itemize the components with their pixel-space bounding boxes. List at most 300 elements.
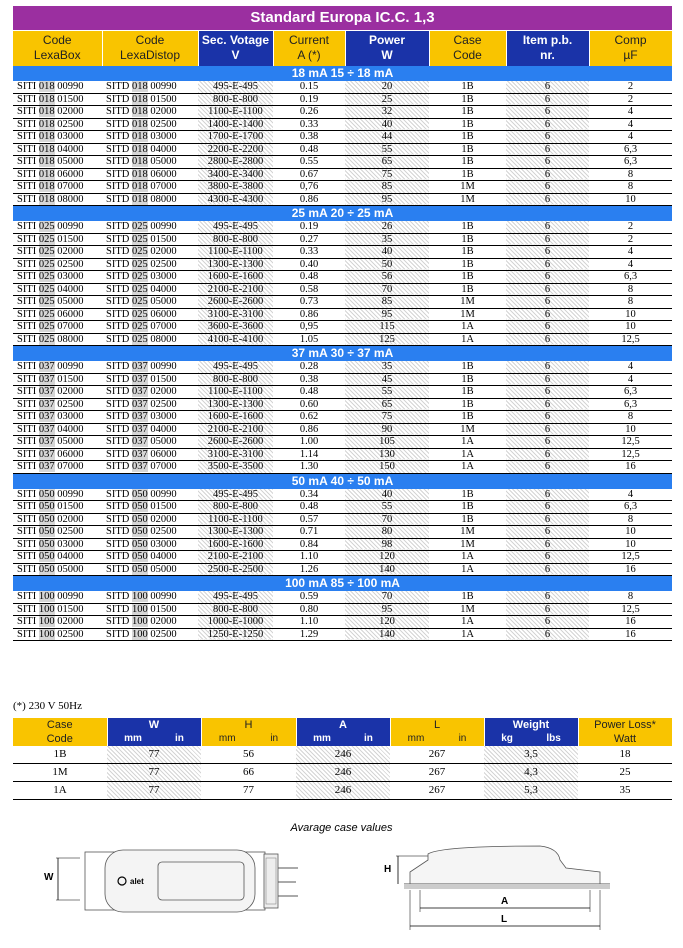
item-pb-cell: 6 [506,181,589,194]
code-prefix: SITD [106,513,130,525]
code-lexadistop [102,106,198,119]
current-cell: 0.33 [273,118,345,131]
case-code-cell: 1M [429,526,506,539]
comp-cell: 8 [589,181,672,194]
code-prefix: SITI [17,423,37,435]
code-suffix: 04000 [57,551,84,562]
code-lexabox [13,489,102,501]
current-cell: 0.48 [273,271,345,284]
item-pb-cell: 6 [506,271,589,284]
current-cell: 0.15 [273,81,345,93]
current-cell: 0,76 [273,181,345,194]
code-suffix: 02000 [150,386,177,397]
comp-cell: 4 [589,246,672,259]
sec-voltage-cell: 1400-E-1400 [198,118,273,131]
code-lexadistop [102,321,198,334]
code-lexabox [13,156,102,169]
code-prefix: SITI [17,373,37,385]
item-pb-cell: 6 [506,156,589,169]
sec-voltage-cell: 1600-E-1600 [198,538,273,551]
power-cell: 150 [345,461,429,474]
item-pb-cell: 6 [506,373,589,386]
table-row [13,489,672,501]
comp-cell: 10 [589,538,672,551]
item-pb-cell: 6 [506,193,589,206]
table-row [13,118,672,131]
code-lexabox [13,448,102,461]
case-header-title: L [433,719,441,731]
current-cell: 1.05 [273,333,345,346]
case-code-cell: 1M [429,296,506,309]
comp-cell: 2 [589,93,672,106]
sec-voltage-cell: 1100-E-1100 [198,513,273,526]
code-current: 025 [38,271,55,282]
power-cell: 25 [345,93,429,106]
code-suffix: 08000 [57,193,84,205]
case-code-cell: 1M [429,538,506,551]
comp-cell: 16 [589,461,672,474]
sec-voltage-cell: 2800-E-2800 [198,156,273,169]
case-code-cell: 1A [429,436,506,449]
code-prefix: SITI [17,551,37,562]
code-lexabox [13,501,102,514]
power-cell: 55 [345,386,429,399]
power-cell: 98 [345,538,429,551]
code-lexabox [13,361,102,373]
comp-cell: 6,3 [589,501,672,514]
power-cell: 26 [345,221,429,233]
comp-cell: 8 [589,168,672,181]
code-prefix: SITI [17,246,37,257]
unit-imperial: in [175,733,184,744]
code-suffix: 06000 [57,168,84,180]
code-suffix: 07000 [57,321,84,332]
code-suffix: 04000 [57,423,84,435]
sec-voltage-cell: 2600-E-2600 [198,436,273,449]
case-code-cell: 1B [429,106,506,119]
comp-cell: 12,5 [589,603,672,616]
code-suffix: 02500 [57,526,84,537]
sec-voltage-cell: 3600-E-3600 [198,321,273,334]
code-suffix: 01500 [57,603,84,615]
code-prefix: SITI [17,118,37,130]
current-cell: 0.38 [273,131,345,144]
table-row [13,296,672,309]
table-row [13,221,672,233]
code-lexadistop [102,563,198,576]
case-code-cell: 1A [429,563,506,576]
power-cell: 50 [345,258,429,271]
code-prefix: SITI [17,538,37,550]
table-row [13,333,672,346]
case-header-title: Weight [512,719,550,731]
sec-voltage-cell: 495-E-495 [198,591,273,603]
comp-cell: 4 [589,258,672,271]
table-row [13,603,672,616]
unit-metric: mm [407,733,425,744]
comp-cell: 16 [589,616,672,629]
code-suffix: 03000 [57,411,84,422]
code-lexadistop [102,551,198,564]
group-label: 25 mA 20 ÷ 25 mA [13,206,672,222]
case-header-units [297,732,390,746]
table-row [13,246,672,259]
case-code-cell: 1B [429,246,506,259]
sec-voltage-cell: 2100-E-2100 [198,551,273,564]
item-pb-cell: 6 [506,131,589,144]
current-cell: 0.34 [273,489,345,501]
code-suffix: 02000 [57,616,84,627]
code-lexadistop [102,398,198,411]
case-code-cell: 1B [429,93,506,106]
code-prefix: SITD [106,233,130,245]
code-prefix: SITI [17,513,37,525]
code-current: 018 [131,93,148,105]
code-suffix: 01500 [57,373,84,385]
column-header-line1: Code [42,33,72,47]
power-cell: 44 [345,131,429,144]
code-lexabox [13,603,102,616]
l-dimension-label: L [501,914,508,925]
case-code-cell: 1B [429,221,506,233]
column-header-line1: Case [453,33,482,47]
comp-cell: 8 [589,513,672,526]
item-pb-cell: 6 [506,398,589,411]
code-current: 018 [131,168,148,180]
case-code-cell: 1B [429,361,506,373]
code-lexabox [13,398,102,411]
code-lexabox [13,616,102,629]
code-prefix: SITD [106,538,130,550]
spec-table [13,31,673,641]
table-row [13,93,672,106]
power-cell: 140 [345,628,429,641]
sec-voltage-cell: 3400-E-3400 [198,168,273,181]
current-cell: 0.26 [273,106,345,119]
code-lexabox [13,233,102,246]
code-current: 025 [131,333,148,345]
table-row [13,551,672,564]
code-prefix: SITD [106,296,130,307]
weight-cell: 4,3 [484,764,578,782]
column-header-line2: W [381,48,393,62]
code-current: 037 [131,461,148,472]
comp-cell: 6,3 [589,398,672,411]
comp-cell: 12,5 [589,551,672,564]
code-lexadistop [102,193,198,206]
code-lexadistop [102,603,198,616]
current-cell: 0.33 [273,246,345,259]
case-code-cell: 1B [429,131,506,144]
comp-cell: 4 [589,489,672,501]
code-prefix: SITI [17,156,37,167]
sec-voltage-cell: 495-E-495 [198,489,273,501]
unit-metric: mm [124,733,142,744]
current-cell: 0.60 [273,398,345,411]
code-current: 050 [131,551,148,562]
code-lexabox [13,246,102,259]
code-prefix: SITI [17,361,37,372]
table-row [13,81,672,93]
sec-voltage-cell: 2100-E-2100 [198,283,273,296]
code-prefix: SITD [106,398,130,410]
code-lexabox [13,221,102,233]
code-current: 018 [38,106,55,117]
item-pb-cell: 6 [506,628,589,641]
item-pb-cell: 6 [506,513,589,526]
case-code-cell: 1B [429,81,506,93]
code-current: 025 [38,296,55,307]
power-cell: 55 [345,143,429,156]
code-prefix: SITI [17,308,37,320]
table-row [13,616,672,629]
table-row [13,746,672,764]
code-lexadistop [102,246,198,259]
power-cell: 55 [345,501,429,514]
code-current: 025 [38,308,55,320]
unit-imperial: in [458,733,467,744]
code-suffix: 00990 [150,221,177,232]
sec-voltage-cell: 495-E-495 [198,221,273,233]
code-current: 037 [131,448,148,460]
l-cell: 267 [390,764,484,782]
code-current: 025 [131,308,148,320]
h-cell: 66 [201,764,296,782]
code-suffix: 07000 [150,321,177,332]
code-prefix: SITD [106,246,130,257]
case-code-cell: 1M [429,181,506,194]
current-cell: 1.00 [273,436,345,449]
table-row [13,398,672,411]
item-pb-cell: 6 [506,526,589,539]
unit-metric: mm [313,733,331,744]
power-cell: 85 [345,296,429,309]
case-code-cell: 1A [429,461,506,474]
sec-voltage-cell: 2500-E-2500 [198,563,273,576]
current-cell: 0.84 [273,538,345,551]
code-suffix: 02000 [57,246,84,257]
power-loss-cell: 18 [578,746,672,764]
current-cell: 0,95 [273,321,345,334]
code-lexabox [13,411,102,424]
code-prefix: SITI [17,168,37,180]
code-prefix: SITD [106,616,130,627]
code-suffix: 00990 [57,361,84,372]
code-current: 025 [131,233,148,245]
current-cell: 0.19 [273,221,345,233]
brand-logo: alet [130,877,144,886]
comp-cell: 2 [589,233,672,246]
comp-cell: 12,5 [589,436,672,449]
power-cell: 35 [345,233,429,246]
code-prefix: SITI [17,603,37,615]
current-cell: 0.86 [273,423,345,436]
code-lexadistop [102,628,198,641]
code-suffix: 00990 [150,488,177,500]
case-code-cell: 1B [429,386,506,399]
item-pb-cell: 6 [506,448,589,461]
code-current: 025 [131,258,148,270]
code-lexadistop [102,308,198,321]
width-label: W [44,872,54,883]
case-header-title: H [244,719,253,731]
code-suffix: 05000 [57,563,84,575]
comp-cell: 8 [589,283,672,296]
comp-cell: 16 [589,628,672,641]
code-prefix: SITD [106,283,130,295]
case-code-cell: 1B [429,489,506,501]
code-suffix: 05000 [150,563,177,575]
power-cell: 70 [345,513,429,526]
power-cell: 75 [345,411,429,424]
table-row [13,258,672,271]
code-lexabox [13,591,102,603]
item-pb-cell: 6 [506,168,589,181]
w-cell: 77 [107,782,201,800]
case-header-title: Case [46,719,73,731]
code-suffix: 02000 [150,246,177,257]
code-prefix: SITD [106,131,130,142]
code-suffix: 03000 [57,131,84,142]
case-column-header [201,718,296,746]
case-code-cell: 1A [429,628,506,641]
code-prefix: SITI [17,526,37,537]
code-current: 025 [38,233,55,245]
sec-voltage-cell: 1100-E-1100 [198,246,273,259]
table-row [13,308,672,321]
l-cell: 267 [390,782,484,800]
comp-cell: 8 [589,591,672,603]
current-cell: 0.40 [273,258,345,271]
code-lexadistop [102,131,198,144]
code-suffix: 03000 [150,131,177,142]
code-lexadistop [102,233,198,246]
comp-cell: 4 [589,373,672,386]
code-suffix: 06000 [150,308,177,320]
current-cell: 0.28 [273,361,345,373]
code-suffix: 05000 [57,156,84,167]
case-code-cell: 1B [429,271,506,284]
code-suffix: 03000 [150,411,177,422]
code-lexadistop [102,386,198,399]
code-lexadistop [102,156,198,169]
item-pb-cell: 6 [506,246,589,259]
current-cell: 0.59 [273,591,345,603]
a-cell: 246 [296,746,390,764]
code-prefix: SITD [106,93,130,105]
code-lexabox [13,118,102,131]
code-suffix: 01500 [150,603,177,615]
current-cell: 0.48 [273,386,345,399]
sec-voltage-cell: 1700-E-1700 [198,131,273,144]
case-code-cell: 1A [13,782,107,800]
table-row [13,436,672,449]
sec-voltage-cell: 800-E-800 [198,501,273,514]
code-suffix: 03000 [150,271,177,282]
code-suffix: 01500 [150,501,177,512]
sec-voltage-cell: 800-E-800 [198,603,273,616]
column-header [506,31,589,66]
unit-imperial: lbs [546,733,561,744]
table-row [13,513,672,526]
case-column-header [390,718,484,746]
group-label: 18 mA 15 ÷ 18 mA [13,66,672,81]
power-loss-cell: 35 [578,782,672,800]
comp-cell: 4 [589,131,672,144]
group-header-row [13,346,672,362]
table-row [13,193,672,206]
power-loss-cell: 25 [578,764,672,782]
code-prefix: SITI [17,488,37,500]
code-prefix: SITI [17,628,37,640]
table-row [13,448,672,461]
code-current: 037 [131,361,148,372]
sec-voltage-cell: 3100-E-3100 [198,308,273,321]
code-prefix: SITD [106,308,130,320]
power-cell: 95 [345,308,429,321]
table-row [13,386,672,399]
code-lexadistop [102,616,198,629]
code-current: 025 [131,296,148,307]
current-cell: 0.55 [273,156,345,169]
sec-voltage-cell: 1600-E-1600 [198,271,273,284]
code-lexadistop [102,118,198,131]
code-current: 037 [38,361,55,372]
comp-cell: 6,3 [589,386,672,399]
code-lexadistop [102,333,198,346]
table-row [13,168,672,181]
item-pb-cell: 6 [506,221,589,233]
code-current: 018 [131,118,148,130]
column-header-line1: Comp [614,33,647,47]
code-current: 100 [131,616,148,627]
code-suffix: 01500 [57,501,84,512]
code-current: 037 [131,411,148,422]
code-current: 025 [131,271,148,282]
code-current: 018 [131,81,148,92]
table-row [13,233,672,246]
code-lexadistop [102,81,198,93]
power-cell: 95 [345,193,429,206]
table-row [13,501,672,514]
code-lexadistop [102,423,198,436]
code-current: 018 [131,143,148,155]
code-current: 037 [38,411,55,422]
item-pb-cell: 6 [506,296,589,309]
code-current: 037 [38,398,55,410]
code-current: 050 [38,551,55,562]
code-suffix: 02500 [57,398,84,410]
current-cell: 0.27 [273,233,345,246]
code-lexadistop [102,296,198,309]
table-row [13,373,672,386]
sec-voltage-cell: 800-E-800 [198,93,273,106]
sec-voltage-cell: 2200-E-2200 [198,143,273,156]
case-code-cell: 1M [429,423,506,436]
code-suffix: 00990 [57,81,84,92]
current-cell: 0.71 [273,526,345,539]
power-cell: 45 [345,373,429,386]
code-prefix: SITI [17,233,37,245]
code-current: 025 [38,258,55,270]
code-current: 100 [131,603,148,615]
column-header-line2: Code [453,48,482,62]
code-lexabox [13,333,102,346]
w-cell: 77 [107,764,201,782]
table-title: Standard Europa IC.C. 1,3 [13,6,672,30]
code-suffix: 06000 [150,448,177,460]
code-current: 050 [131,526,148,537]
